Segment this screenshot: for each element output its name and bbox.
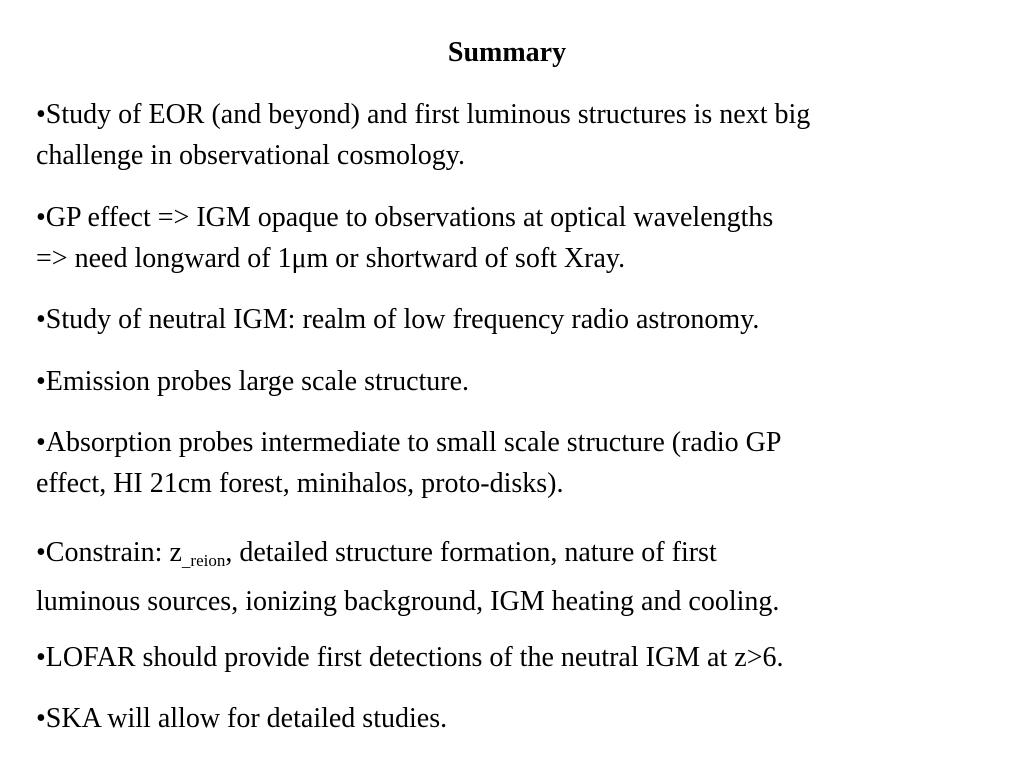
bullet-line: •Absorption probes intermediate to small scale structure (radio GP: [36, 427, 782, 458]
bullet-neutral-igm: [36, 299, 996, 340]
bullet-line: •GP effect => IGM opaque to observations at optical wavelengths: [36, 202, 774, 233]
bullet-line: •Study of EOR (and beyond) and first luminous structures is next big: [36, 99, 811, 130]
bullet-line-pre: •Constrain: z: [36, 537, 182, 568]
bullet-line: luminous sources, ionizing background, IGM heating and cooling.: [36, 586, 780, 617]
bullet-line: •Study of neutral IGM: realm of low frequency radio astronomy.: [36, 304, 760, 335]
bullet-gp-effect: [36, 197, 996, 279]
bullet-emission: [36, 361, 996, 402]
subscript-reion: _reion: [181, 551, 226, 570]
slide-title: Summary: [447, 37, 567, 68]
bullet-line: effect, HI 21cm forest, minihalos, proto-disks).: [36, 468, 564, 499]
bullet-eor-study: [36, 94, 996, 176]
bullet-line: challenge in observational cosmology.: [36, 140, 465, 171]
bullet-line: => need longward of 1μm or shortward of soft Xray.: [36, 243, 626, 274]
bullet-line: •LOFAR should provide first detections of the neutral IGM at z>6.: [36, 642, 784, 673]
bullet-line: •Emission probes large scale structure.: [36, 366, 470, 397]
bullet-constrain: [36, 532, 996, 622]
bullet-line: •SKA will allow for detailed studies.: [36, 703, 448, 734]
bullet-lofar: [36, 637, 996, 678]
bullet-ska: [36, 698, 996, 739]
bullet-absorption: [36, 422, 996, 504]
bullet-line-post: , detailed structure formation, nature of first: [225, 537, 717, 568]
